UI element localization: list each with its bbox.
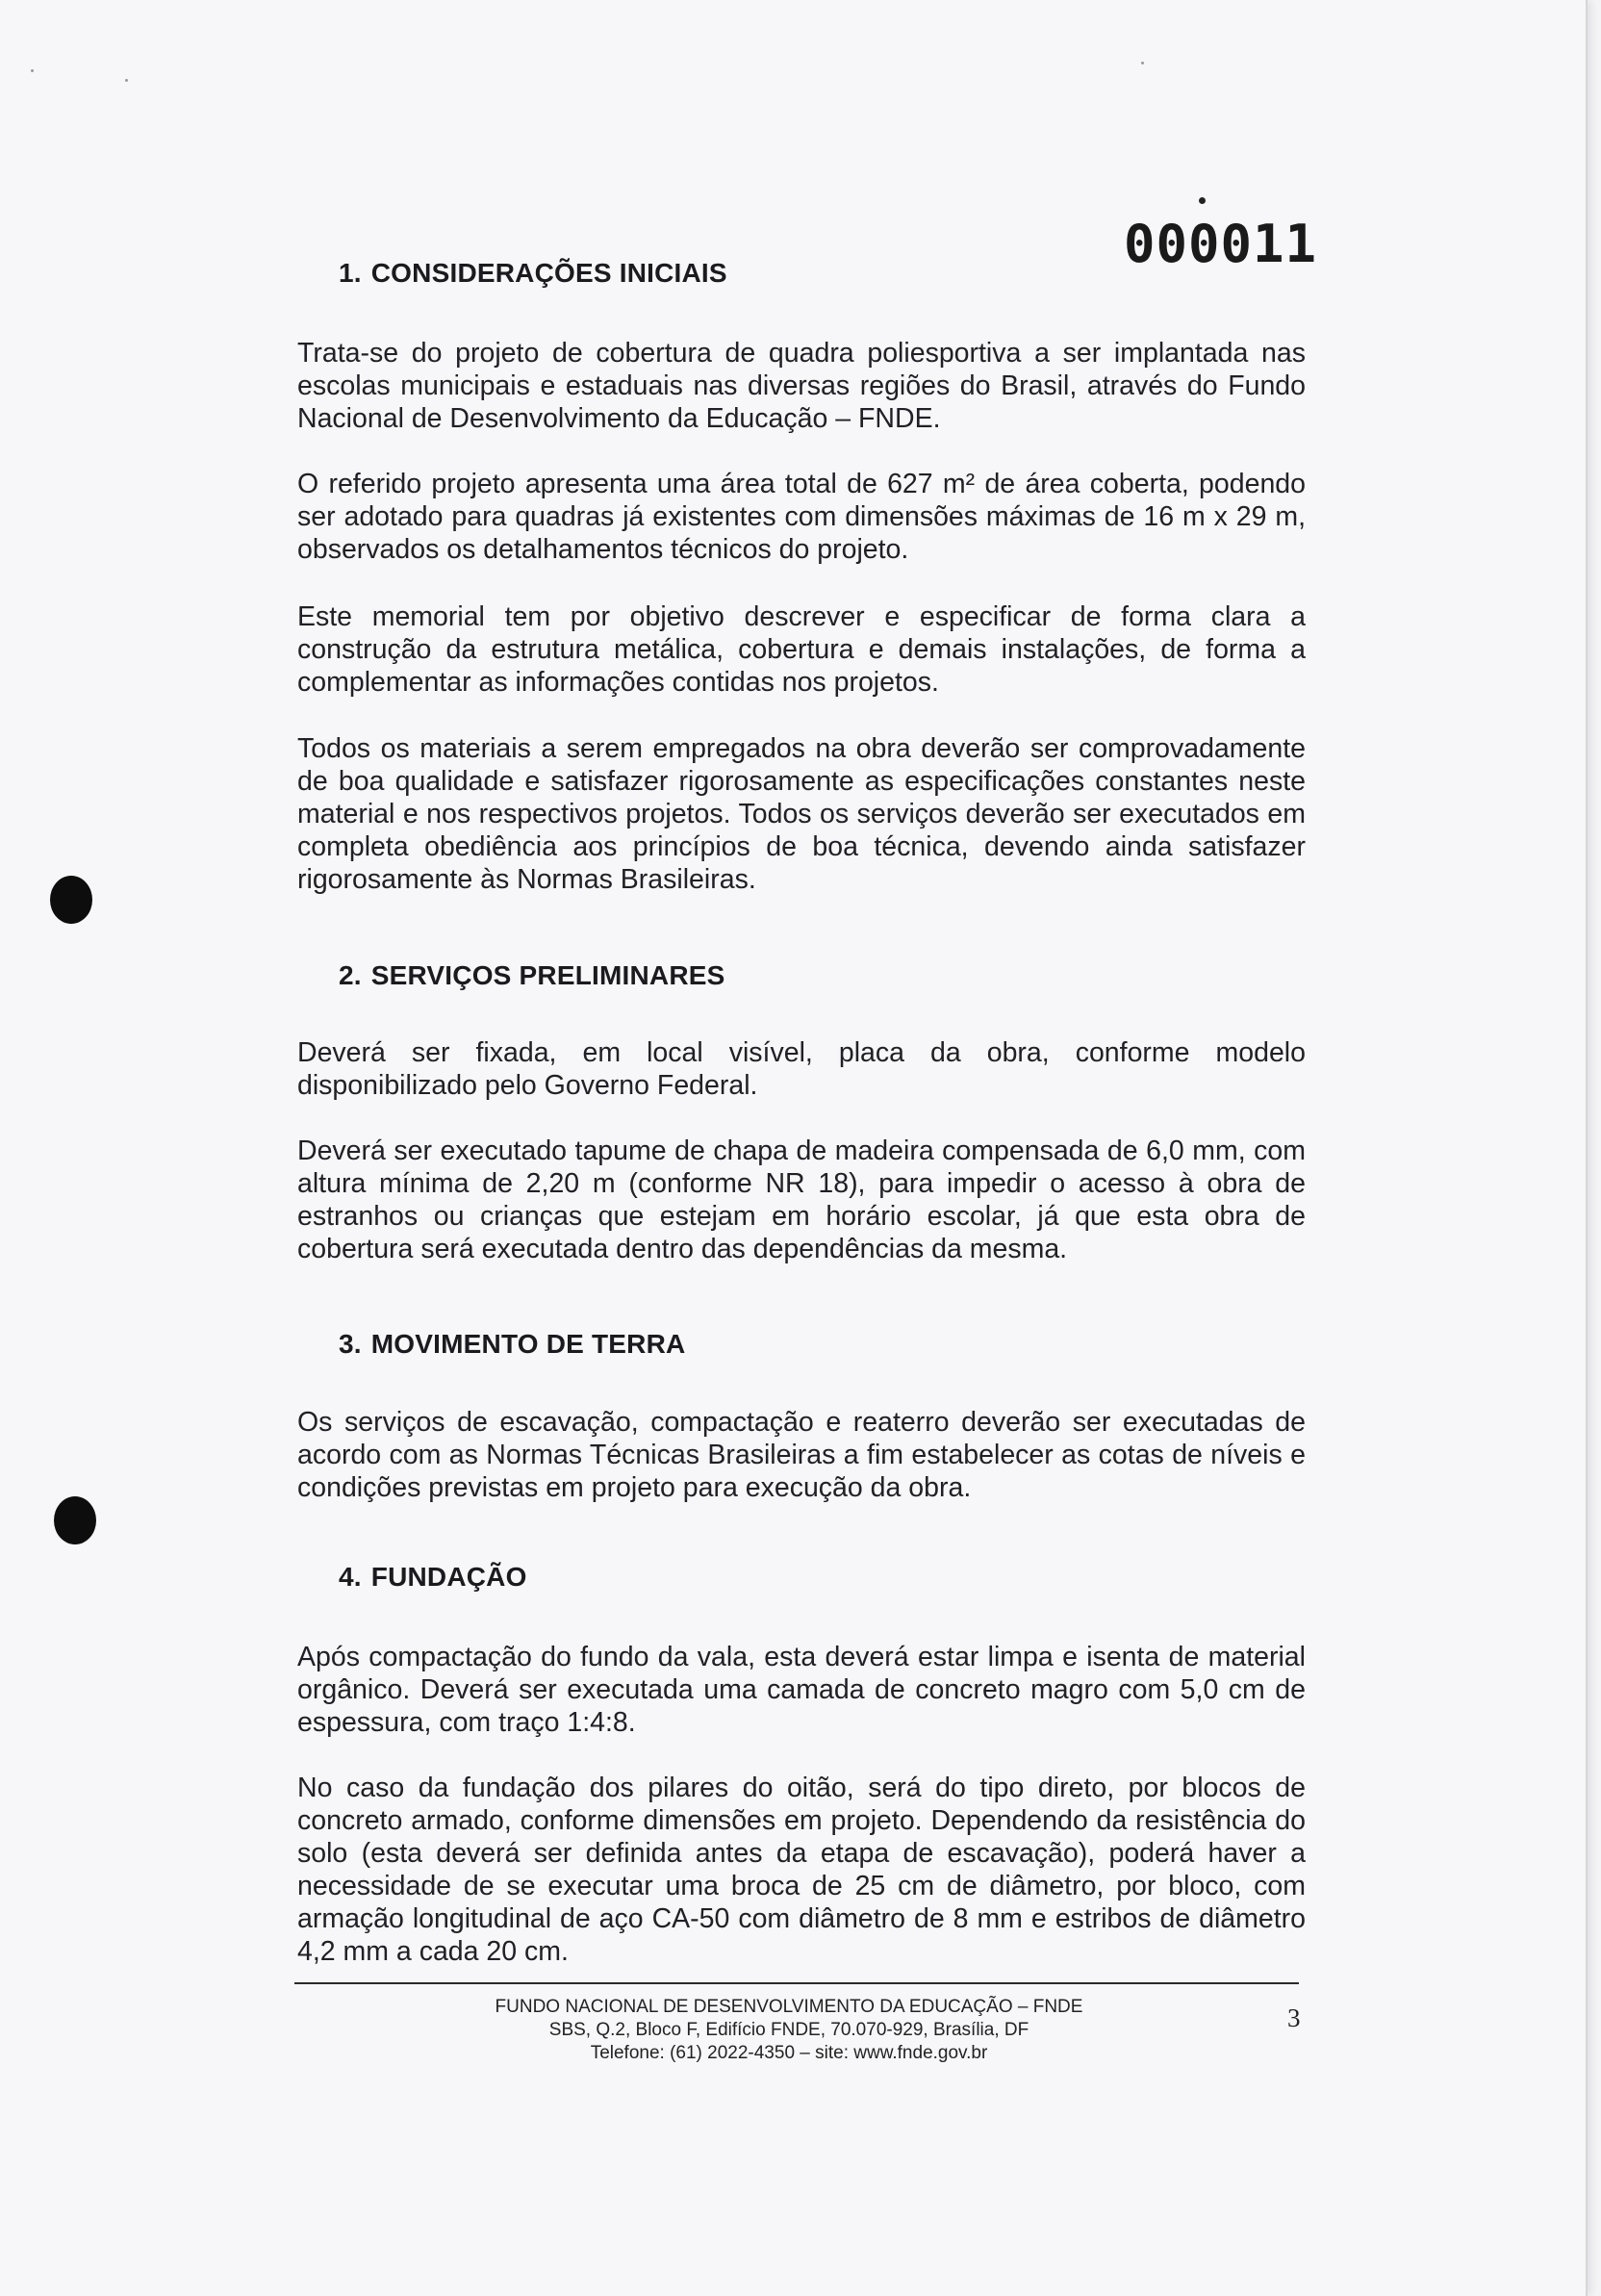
paragraph: Após compactação do fundo da vala, esta deverá estar limpa e isenta de material orgânico. Deverá ser executada uma camada de concreto magro com 5,0 cm de espessura, com traço 1:4:8. <box>297 1642 1306 1738</box>
paragraph: Todos os materiais a serem empregados na obra deverão ser comprovadamente de boa qualidade e satisfazer rigorosamente as especificações constantes neste material e nos respectivos projetos. Todos os serviços deverão ser executados em completa obediência aos princípios de boa técnica, devendo ainda satisfazer rigorosamente às Normas Brasileiras. <box>297 733 1306 895</box>
stamp-dot <box>1199 197 1206 204</box>
section-number: 4. <box>339 1562 362 1592</box>
paragraph: Trata-se do projeto de cobertura de quadra poliesportiva a ser implantada nas escolas municipais e estaduais nas diversas regiões do Brasil, através do Fundo Nacional de Desenvolvimento da Educação – FNDE. <box>297 338 1306 434</box>
footer-contact: Telefone: (61) 2022-4350 – site: www.fnde.gov.br <box>590 2043 988 2063</box>
footer-institution: FUNDO NACIONAL DE DESENVOLVIMENTO DA EDUCAÇÃO – FNDE <box>495 1997 1083 2017</box>
scan-speck <box>125 79 128 82</box>
page-number: 3 <box>1287 2003 1301 2032</box>
paragraph: Os serviços de escavação, compactação e reaterro deverão ser executadas de acordo com as Normas Técnicas Brasileiras a fim estabelecer as cotas de níveis e condições previstas em projeto para execução da obra. <box>297 1407 1306 1503</box>
paragraph: Deverá ser fixada, em local visível, placa da obra, conforme modelo disponibilizado pelo Governo Federal. <box>297 1037 1306 1101</box>
section-number: 1. <box>339 258 362 288</box>
paragraph: O referido projeto apresenta uma área total de 627 m² de área coberta, podendo ser adotado para quadras já existentes com dimensões máximas de 16 m x 29 m, observados os detalhamentos técnicos do projeto. <box>297 469 1306 565</box>
section-number: 3. <box>339 1329 362 1359</box>
section-title: FUNDAÇÃO <box>370 1562 527 1592</box>
section-title: CONSIDERAÇÕES INICIAIS <box>370 258 727 288</box>
section-heading <box>339 1562 527 1593</box>
punch-hole <box>50 876 92 924</box>
paragraph: Deverá ser executado tapume de chapa de madeira compensada de 6,0 mm, com altura mínima de 2,20 m (conforme NR 18), para impedir o acesso à obra de estranhos ou crianças que estejam em horário escolar, já que esta obra de cobertura será executada dentro das dependências da mesma. <box>297 1135 1306 1264</box>
paragraph: Este memorial tem por objetivo descrever e especificar de forma clara a construção da estrutura metálica, cobertura e demais instalações, de forma a complementar as informações contidas nos projetos. <box>297 601 1306 698</box>
section-heading <box>339 960 725 991</box>
paragraph: No caso da fundação dos pilares do oitão, será do tipo direto, por blocos de concreto armado, conforme dimensões em projeto. Dependendo da resistência do solo (esta deverá ser definida antes da etapa de escavação), poderá haver a necessidade de se executar uma broca de 25 cm de diâmetro, por bloco, com armação longitudinal de aço CA-50 com diâmetro de 8 mm e estribos de diâmetro 4,2 mm a cada 20 cm. <box>297 1773 1306 1967</box>
scan-speck <box>1141 62 1144 64</box>
section-title: SERVIÇOS PRELIMINARES <box>370 960 725 990</box>
footer <box>414 1996 1164 2065</box>
scan-speck <box>31 69 34 72</box>
section-heading <box>339 1329 685 1360</box>
punch-hole <box>54 1496 96 1544</box>
section-title: MOVIMENTO DE TERRA <box>370 1329 686 1359</box>
footer-divider <box>294 1982 1299 1984</box>
section-heading <box>339 258 727 289</box>
footer-address: SBS, Q.2, Bloco F, Edifício FNDE, 70.070-929, Brasília, DF <box>548 2020 1029 2040</box>
page-stamp: 000011 <box>1124 214 1318 274</box>
section-number: 2. <box>339 960 362 990</box>
